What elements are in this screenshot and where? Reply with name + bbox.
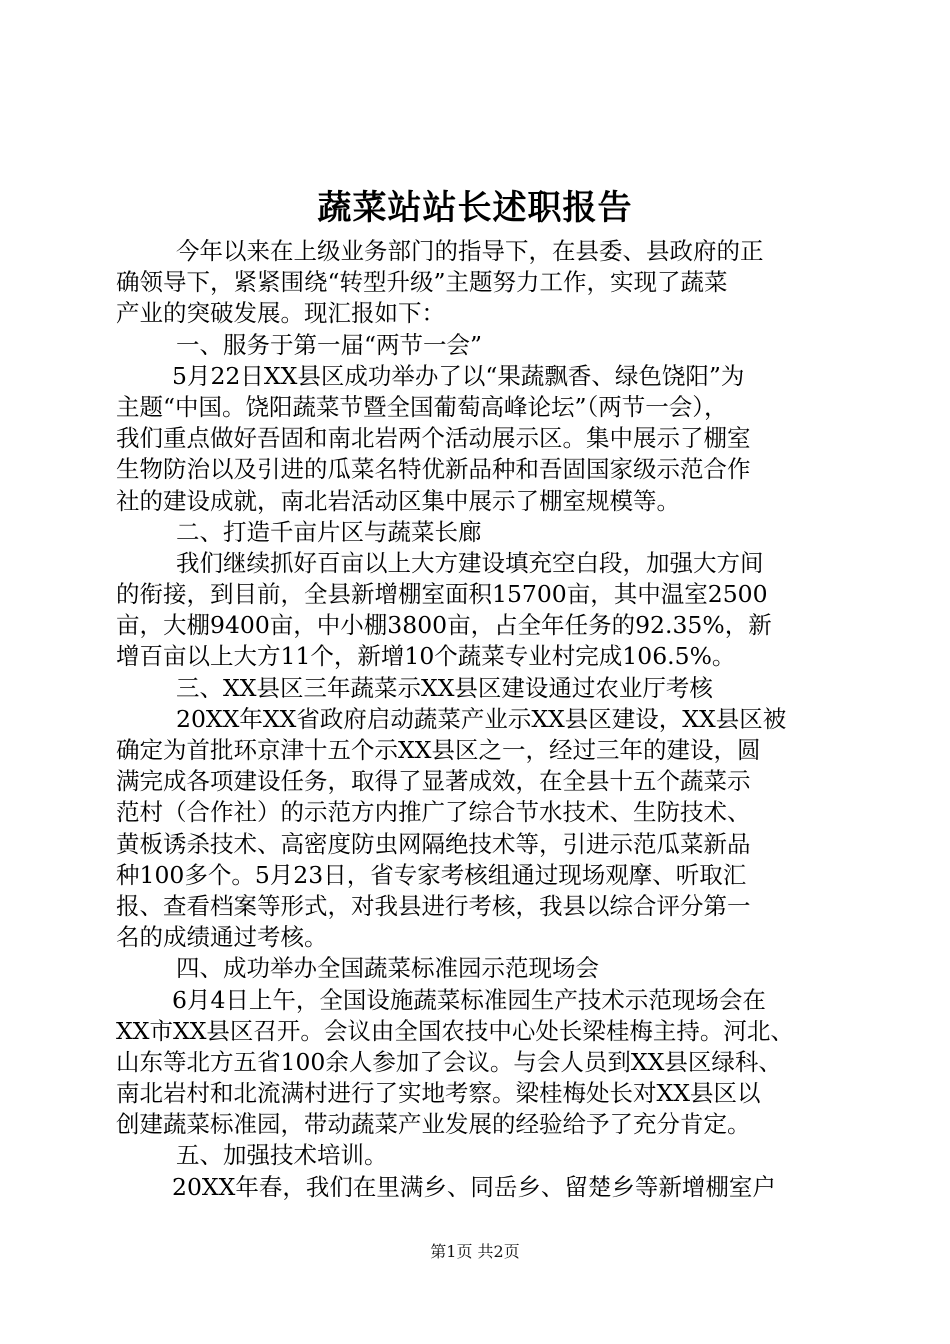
body-line: 主题“中国。饶阳蔬菜节暨全国葡萄高峰论坛”（两节一会），: [116, 392, 728, 421]
section-heading: 二、打造千亩片区与蔬菜长廊: [176, 517, 482, 546]
body-line: 生物防治以及引进的瓜菜名特优新品种和吾固国家级示范合作: [116, 455, 751, 484]
body-line: 亩，大棚9400亩，中小棚3800亩，占全年任务的92.35%，新: [116, 611, 772, 640]
page-footer: 第1页 共2页: [430, 1242, 520, 1261]
section-heading: 三、XX县区三年蔬菜示XX县区建设通过农业厅考核: [176, 673, 713, 702]
body-line: 20XX年XX省政府启动蔬菜产业示XX县区建设，XX县区被: [176, 704, 787, 733]
body-line: 6月4日上午，全国设施蔬菜标准园生产技术示范现场会在: [172, 985, 766, 1014]
body-line: 增百亩以上大方11个，新增10个蔬菜专业村完成106.5%。: [116, 642, 736, 671]
section-heading: 一、服务于第一届“两节一会”: [176, 330, 483, 359]
body-line: 社的建设成就，南北岩活动区集中展示了棚室规模等。: [116, 486, 680, 515]
body-line: 今年以来在上级业务部门的指导下，在县委、县政府的正: [176, 237, 764, 265]
body-line: 的衔接，到目前，全县新增棚室面积15700亩，其中温室2500: [116, 580, 768, 609]
body-line: 确领导下，紧紧围绕“转型升级”主题努力工作，实现了蔬菜: [116, 268, 728, 297]
body-line: 5月22日XX县区成功举办了以“果蔬飘香、绿色饶阳”为: [172, 361, 745, 390]
body-line: 我们重点做好吾固和南北岩两个活动展示区。集中展示了棚室: [116, 424, 751, 453]
body-line: 范村（合作社）的示范方内推广了综合节水技术、生防技术、: [116, 798, 751, 827]
body-line: 产业的突破发展。现汇报如下：: [116, 299, 445, 328]
body-line: 种100多个。5月23日，省专家考核组通过现场观摩、听取汇: [116, 860, 747, 889]
body-line: XX市XX县区召开。会议由全国农技中心处长梁桂梅主持。河北、: [116, 1016, 794, 1045]
section-heading: 五、加强技术培训。: [176, 1141, 388, 1170]
body-line: 黄板诱杀技术、高密度防虫网隔绝技术等，引进示范瓜菜新品: [116, 829, 751, 858]
body-line: 满完成各项建设任务，取得了显著成效，在全县十五个蔬菜示: [116, 767, 751, 796]
body-line: 20XX年春，我们在里满乡、同岳乡、留楚乡等新增棚室户: [172, 1172, 776, 1201]
body-line: 创建蔬菜标准园，带动蔬菜产业发展的经验给予了充分肯定。: [116, 1110, 751, 1139]
body-line: 报、查看档案等形式，对我县进行考核，我县以综合评分第一: [116, 891, 751, 920]
body-line: 南北岩村和北流满村进行了实地考察。梁桂梅处长对XX县区以: [116, 1079, 761, 1108]
section-heading: 四、成功举办全国蔬菜标准园示范现场会: [176, 954, 599, 983]
body-line: 山东等北方五省100余人参加了会议。与会人员到XX县区绿科、: [116, 1047, 782, 1076]
body-line: 名的成绩通过考核。: [116, 923, 328, 952]
document-title: 蔬菜站站长述职报告: [317, 188, 633, 228]
body-line: 我们继续抓好百亩以上大方建设填充空白段，加强大方间: [176, 548, 764, 577]
body-line: 确定为首批环京津十五个示XX县区之一，经过三年的建设，圆: [116, 736, 761, 764]
document-body: [116, 236, 836, 1203]
